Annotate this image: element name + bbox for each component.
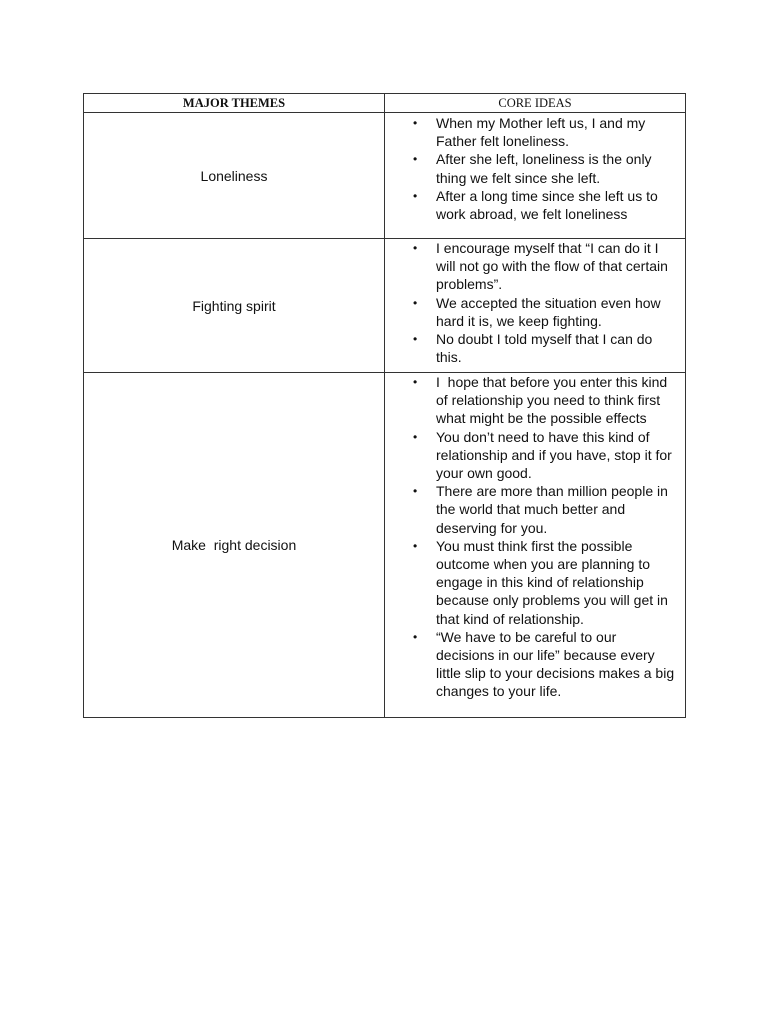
- ideas-cell: [385, 239, 686, 373]
- idea-text: You must think first the possible outcome when you are planning to engage in this kind of relationship because only problems you will get in that kind of relationship.: [436, 537, 668, 627]
- ideas-cell: [385, 113, 686, 239]
- theme-cell: Make right decision: [84, 373, 385, 718]
- table-row: [84, 113, 686, 239]
- bullet-icon: •: [413, 295, 418, 310]
- idea-text: There are more than million people in the world that much better and deserving for you.: [436, 483, 668, 536]
- idea-text: After she left, loneliness is the only thing we felt since she left.: [436, 151, 652, 186]
- list-item: [413, 294, 677, 330]
- list-item: [413, 239, 677, 294]
- bullet-icon: •: [413, 241, 418, 255]
- idea-text: I hope that before you enter this kind of relationship you need to think first what might be the possible effects: [436, 374, 672, 427]
- table-row: [84, 239, 686, 373]
- table-row: [84, 373, 686, 718]
- idea-text: You don’t need to have this kind of relationship and if you have, stop it for your own good.: [436, 428, 672, 482]
- ideas-list: [385, 113, 685, 223]
- bullet-icon: •: [413, 629, 418, 644]
- list-item: [413, 114, 677, 150]
- list-item: [413, 373, 677, 428]
- bullet-icon: •: [413, 116, 418, 130]
- header-core-ideas: CORE IDEAS: [385, 94, 686, 113]
- ideas-cell: [385, 373, 686, 718]
- ideas-list: [385, 239, 685, 366]
- list-item: [413, 187, 677, 223]
- idea-text: I encourage myself that “I can do it I will not go with the flow of that certain problems”.: [436, 240, 668, 293]
- list-item: [413, 482, 677, 537]
- bullet-icon: •: [413, 332, 418, 347]
- list-item: [413, 628, 677, 701]
- themes-table: [83, 93, 686, 718]
- idea-text: We accepted the situation even how hard it is, we keep fighting.: [436, 294, 661, 329]
- list-item: [413, 428, 677, 483]
- bullet-icon: •: [413, 188, 418, 203]
- list-item: [413, 330, 677, 366]
- theme-cell: Fighting spirit: [84, 239, 385, 373]
- idea-text: No doubt I told myself that I can do this.: [436, 331, 653, 366]
- bullet-icon: •: [413, 375, 418, 389]
- header-major-themes: MAJOR THEMES: [84, 94, 385, 113]
- theme-cell: Loneliness: [84, 113, 385, 239]
- bullet-icon: •: [413, 152, 418, 167]
- list-item: [413, 537, 677, 628]
- table-header-row: [84, 94, 686, 113]
- idea-text: When my Mother left us, I and my Father felt loneliness.: [436, 115, 646, 150]
- bullet-icon: •: [413, 538, 418, 553]
- idea-text: “We have to be careful to our decisions in our life” because every little slip to your decisions makes a big changes to your life.: [436, 628, 675, 700]
- list-item: [413, 150, 677, 186]
- bullet-icon: •: [413, 484, 418, 499]
- idea-text: After a long time since she left us to work abroad, we felt loneliness: [436, 187, 658, 223]
- ideas-list: [385, 373, 685, 701]
- bullet-icon: •: [413, 429, 418, 444]
